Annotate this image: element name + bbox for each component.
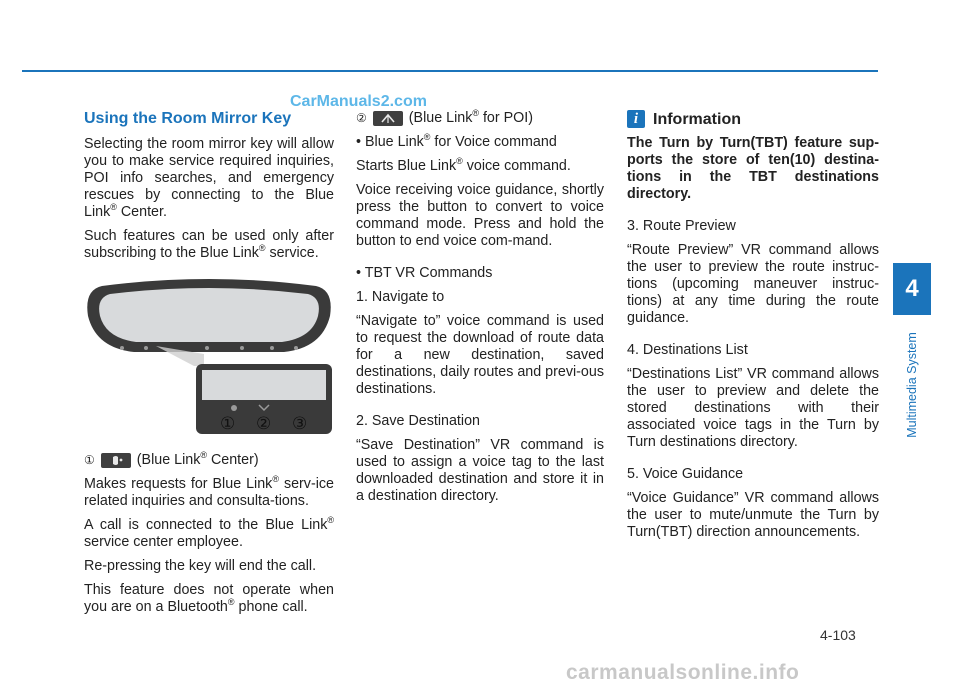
paragraph: Re-pressing the key will end the call. — [84, 558, 317, 574]
numbered-heading: 3. Route Preview — [627, 218, 736, 234]
numbered-heading: 5. Voice Guidance — [627, 466, 744, 482]
bullet: • Blue Link® for Voice command — [356, 132, 557, 150]
key-1-label: (Blue Link® Center) — [136, 450, 259, 468]
key-2-number: ② — [356, 111, 367, 125]
paragraph: Makes requests for Blue Link® serv-ice related inquiries and consulta-tions. — [84, 474, 334, 509]
key-2-line — [356, 110, 604, 127]
paragraph: “Voice Guidance” VR command allows the user to mute/unmute the Turn by Turn(TBT) direction announcements. — [627, 490, 879, 540]
numbered-heading: 2. Save Destination — [356, 413, 480, 429]
room-mirror-illustration — [84, 276, 334, 436]
paragraph: Starts Blue Link® voice command. — [356, 156, 571, 174]
info-title: Information — [653, 110, 741, 128]
blue-link-center-icon — [101, 453, 131, 468]
column-2 — [356, 110, 604, 512]
paragraph: This feature does not operate when you are on a Bluetooth® phone call. — [84, 582, 334, 615]
paragraph: “Destinations List” VR command allows the user to preview and delete the stored destinations with their associated voice tags in the Turn by Turn destinations directory. — [627, 366, 879, 450]
paragraph: Selecting the room mirror key will allow you to make service required inquiries, POI info searches, and emergency rescues by connecting to the Blue Link® Center. — [84, 136, 334, 220]
callout-2: ② — [256, 414, 272, 433]
paragraph: A call is connected to the Blue Link® service center employee. — [84, 515, 334, 550]
watermark-bottom: carmanualsonline.info — [566, 661, 800, 684]
paragraph: Such features can be used only after subscribing to the Blue Link® service. — [84, 228, 334, 261]
key-1-number: ① — [84, 453, 95, 467]
key-1-line — [84, 452, 334, 469]
section-title: Using the Room Mirror Key — [84, 110, 292, 127]
bullet: • TBT VR Commands — [356, 265, 493, 281]
callout-1: ① — [220, 414, 236, 433]
numbered-heading: 4. Destinations List — [627, 342, 748, 358]
info-text: The Turn by Turn(TBT) feature sup-ports the store of ten(10) destina-tions in the TBT destinations directory. — [627, 135, 879, 202]
column-1 — [84, 110, 334, 623]
key-2-label: (Blue Link® for POI) — [408, 108, 534, 126]
paragraph: “Route Preview” VR command allows the user to preview the route instruc-tions (upcoming maneuver instruc-tions) at any time during the route guidance. — [627, 242, 879, 326]
watermark-top: CarManuals2.com — [290, 93, 427, 110]
chapter-tab: 4 — [893, 263, 931, 315]
paragraph: “Save Destination” VR command is used to assign a voice tag to the last downloaded destination and store it in a destination directory. — [356, 437, 604, 504]
paragraph: Voice receiving voice guidance, shortly press the button to convert to voice command mode. Press and hold the button to end voice com-mand. — [356, 182, 604, 249]
paragraph: “Navigate to” voice command is used to request the download of route data for a new destination, saved destinations, daily routes and previ-ous destinations. — [356, 313, 604, 397]
column-3 — [627, 110, 879, 548]
callout-3: ③ — [292, 414, 308, 433]
chapter-label: Multimedia System — [905, 332, 919, 438]
info-header — [627, 110, 879, 128]
numbered-heading: 1. Navigate to — [356, 289, 445, 305]
header-rule — [22, 70, 878, 72]
info-icon: i — [627, 110, 645, 128]
blue-link-poi-icon — [373, 111, 403, 126]
page-number: 4-103 — [820, 627, 856, 643]
